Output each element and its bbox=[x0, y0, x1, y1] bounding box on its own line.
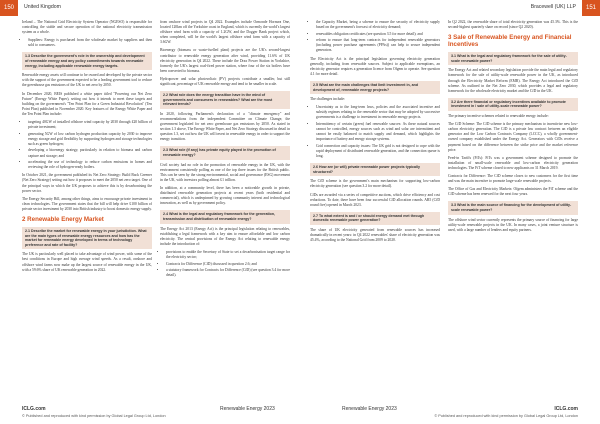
paragraph: The primary incentive schemes related to renewable energy include: bbox=[448, 114, 549, 119]
section-heading: 3 Sale of Renewable Energy and Financial Incentives bbox=[448, 34, 572, 49]
paragraph: In 2020, following Parliament's declaration of a "climate emergency" and recommendations from the independent Committee on Climate Change, the government legislated for net zero greenhouse gas emissions by 2050. As stated in section 1.3 above, The Energy White Paper, and Net Zero Strategy discussed in detail in question 1.3, set out how the UK will invest in renewable energy in order to support the energy transition. bbox=[160, 111, 291, 142]
list-item: • Uncertainty as to the long-term laws, policies and the associated incentive and subsidy regimes relating to the renewable sector that may be adopted by successive governments is a challenge to investment in renewable energy projects. bbox=[316, 105, 440, 120]
list-item: • targeting 40GW of installed offshore wind capacity by 2030 through £20 billion of private investment; bbox=[28, 120, 152, 130]
paragraph: The offshore wind sector currently represents the primary source of financing for large utility-scale renewable projects in the UK. In many cases, a joint venture structure is used, with a large number of lenders and equity partners. bbox=[448, 217, 578, 232]
list-item: • accelerating the use of technology to reduce carbon emissions in homes and reviewing the role of hydrogen-ready boilers. bbox=[28, 160, 152, 170]
paragraph: The Energy Act 2013 (Energy Act) is the principal legislation relating to renewables, establishing a legal framework with a key aim to ensure affordable and low carbon electricity. The central provisions of the Energy Act relating to renewable energy include the introduction of: bbox=[160, 226, 290, 246]
paragraph: The CfD Scheme: The CfD scheme is the primary mechanism to incentivise new low-carbon electricity generation. The CfD is a private law contract between an eligible generator and the Low Carbon Contracts Company (LCCC), a wholly government-owned company established under the Energy Act. Generators with CfDs receive a payment based on the difference between the strike price and the market reference price. bbox=[448, 122, 578, 152]
bullet-list bbox=[310, 20, 440, 54]
bullet-list bbox=[310, 105, 440, 159]
column-3 bbox=[310, 20, 440, 246]
question-heading: 2.1 Describe the market for renewable energy in your jurisdiction. What are the main types of renewable energy resources and how has the market for renewable energy developed in terms of technology preference and rate of facility? bbox=[22, 227, 152, 249]
question-heading: 2.4 What is the legal and regulatory framework for the generation, transmission and distribution of renewable energy? bbox=[160, 210, 290, 223]
list-item: • Grid connection and capacity issues: The UK grid is not designed to cope with the rapid deployment of distributed renewable generation, and the connection queue is long. bbox=[316, 144, 440, 159]
paragraph: Renewable energy assets will continue to be owned and developed by the private sector with the support of the government expected to be a leading government tool to reduce the greenhouse gas emissions of the UK to net zero by 2050. bbox=[22, 73, 152, 88]
bullet-list bbox=[22, 120, 152, 170]
question-heading: 2.6 How are (or will) private renewable power projects typically structured? bbox=[310, 163, 440, 176]
right-page-number: 151 bbox=[582, 0, 600, 16]
footer-copyright-right: © Published and reproduced with kind permission by Global Legal Group Ltd, London bbox=[434, 414, 578, 418]
list-item: • developing a bioenergy strategy, particularly in relation to biomass and carbon capture and storage; and bbox=[28, 148, 152, 158]
column-4 bbox=[448, 20, 578, 236]
question-heading: 1.3 Describe the government's role in the ownership and development of renewable energy and any policy commitments towards renewable energy, including applicable renewable energy targets. bbox=[22, 52, 152, 70]
section-heading: 2 Renewable Energy Market bbox=[22, 216, 104, 223]
bullet-list bbox=[22, 38, 152, 48]
list-item: • provisions to enable the Secretary of State to set a decarbonisation target range for the electricity sector; bbox=[166, 250, 290, 260]
paragraph: The share of UK electricity generated from renewable sources has increased dramatically in recent years: in Q4 2022 renewables' share of electricity generation was 45.4%, according to the National Grid from 2009 to 2020. bbox=[310, 228, 440, 243]
footer-site-right[interactable]: ICLG.com bbox=[554, 406, 578, 412]
paragraph: from onshore wind projects in Q4 2022. Examples include Ormonde Hornsea One, located 120km off the Yorkshire coast in England, which is currently the world's largest offshore wind farm with a capacity of 1.2GW, and the Dogger Bank project which, when completed, will be the world's largest offshore wind farm with a capacity of 3.6GW. bbox=[160, 20, 290, 45]
page-footer bbox=[0, 402, 600, 424]
question-heading: 3.1 What is the legal and regulatory framework for the sale of utility-scale renewable power? bbox=[448, 52, 578, 65]
page-header bbox=[0, 0, 600, 22]
question-heading: 3.2 Are there financial or regulatory incentives available to promote investment in / sale of utility-scale renewable power? bbox=[448, 98, 578, 111]
question-heading: 2.5 What are the main challenges that limit investment in, and development of, renewable energy projects? bbox=[310, 81, 440, 94]
paragraph: In addition, at a community level, there has been a noticeable growth in private, distributed renewable generation projects at recent years (both residential and commercial), which is underpinned by growing community interest and technological innovation, as well as by government policy. bbox=[160, 186, 290, 206]
paragraph: The Office of Gas and Electricity Markets: Ofgem administers the FiT scheme and the CfD scheme has been renewed for the next four years. bbox=[448, 187, 578, 197]
footer-publication-right: Renewable Energy 2023 bbox=[342, 406, 397, 412]
column-1 bbox=[22, 20, 152, 276]
paragraph: Civil society had no role in the promotion of renewable energy in the UK, with the environment consistently polling as one of the top three issues for the British public. This can be seen by the strong environmental, social and governance (ESG) movement in the UK, with investors polling almost £1 trillion. bbox=[160, 162, 290, 182]
footer-site-left[interactable]: ICLG.com bbox=[22, 406, 46, 412]
list-item: • generating 5GW of low carbon hydrogen production capacity by 2030 to improve energy storage and grid flexibility by supporting hydrogen and storage technologies such as green hydrogen; bbox=[28, 132, 152, 147]
left-page-number: 150 bbox=[0, 0, 18, 16]
column-2 bbox=[160, 20, 290, 281]
paragraph: Hydropower and solar photovoltaic (PV) projects contribute a smaller, but still significant, percentage of UK renewable energy and tend to be smaller in scale. bbox=[160, 76, 290, 87]
paragraph: In December 2020, BEIS published a white paper titled "Powering our Net Zero Future" (Energy White Paper), setting out how it intends to meet these targets and building on the government's "Ten Point Plan for a Green Industrial Revolution" (Ten Point Plan) published in November 2020. Key features of the Energy White Paper and the Ten Point Plan include: bbox=[22, 91, 152, 116]
paragraph: Ireland – The National Grid Electricity System Operator (NGESO) is responsible for controlling the stable and secure operation of the national electricity transmission system as a whole. bbox=[22, 20, 152, 35]
paragraph: Feed-in Tariffs (FiTs): FiTs was a government scheme designed to promote the installation of small-scale renewable and low-carbon electricity generation technologies. The FiT scheme closed to new applicants on 31 March 2019. bbox=[448, 155, 578, 170]
paragraph: The Energy Act and related secondary legislation provide the main legal and regulatory framework for the sale of utility-scale renewable power in the UK, as introduced through the Electricity Market Reform (EMR). The Energy Act introduced the CfD scheme. As outlined in the Net Zero 2030, which provides a legal and regulatory framework for the wholesale electricity market and the CfD in the UK. bbox=[448, 68, 578, 93]
footer-copyright-left: © Published and reproduced with kind permission by Global Legal Group Ltd, London bbox=[22, 414, 166, 418]
question-heading: 2.2 What role does the energy transition have in the mind of governments and consumers in renewables? What are the most relevant trends? bbox=[160, 91, 290, 109]
paragraph: The challenges include: bbox=[310, 97, 346, 102]
paragraph: Bioenergy (biomass or waste-fuelled plant) projects are the UK's second-largest contributor to renewable energy generation after wind, providing 11.6% of UK electricity generation in Q4 2022. These include the Drax Power Station in Yorkshire, formerly the UK's largest coal-fired power station, where four of the six boilers have been converted to biomass. bbox=[160, 48, 290, 73]
paragraph: Contracts for Difference: The CfD scheme closes to new customers for the first time and was the main incentive to promote large-scale renewable projects. bbox=[448, 173, 578, 184]
list-item: • Suppliers: Energy is purchased from the wholesale market by suppliers and then sold to consumers. bbox=[28, 38, 152, 48]
paragraph: The CfD scheme is the government's main mechanism for supporting low-carbon electricity generation (see question 3.2 for more detail). bbox=[310, 179, 440, 189]
list-item: • Intermittency of certain (green) fuel renewable sources: As these natural sources cannot be controlled, energy sources such as wind and solar are intermittent and cannot be easily balanced to match supply and demand, which highlights the importance of battery and energy storage systems. bbox=[316, 122, 440, 142]
paragraph: CfDs are awarded via a series of competitive auctions, which drive efficiency and cost reductions. To date, there have been four successful CfD allocation rounds. AR5 (CfD round five) opened in March 2023. bbox=[310, 192, 440, 207]
paragraph: The Energy Security Bill, among other things, aims to encourage private investment in clean technologies. The government states that the bill will help drive £100 billion of private sector investment by 2030 into British industry to boost domestic energy supply. bbox=[22, 196, 152, 211]
question-heading: 3.3 What is the main source of financing for the development of utility-scale renewable power? bbox=[448, 201, 578, 214]
bullet-list bbox=[160, 250, 290, 278]
list-item: • a statutory framework for Contracts for Difference (CfD) (see question 3.4 for more detail). bbox=[166, 268, 290, 278]
paragraph: In October 2021, the government published its Net Zero Strategy: Build Back Greener (Net Zero Strategy) setting out how it proposes to meet the 2050 net zero target. One of the principal ways in which the UK proposes to achieve this is by decarbonising the power sector. bbox=[22, 173, 152, 193]
paragraph: The Electricity Act is the principal legislation governing electricity generation generally, including from renewable sources. Subject to applicable exemptions, an electricity generator requires a generation licence from Ofgem to operate. See question 4.1 for more detail. bbox=[310, 56, 440, 76]
question-heading: 2.3 What role (if any) has private equity played in the promotion of renewable energy? bbox=[160, 146, 290, 159]
list-item: • renewables obligation certificates (see question 3.5 for more detail); and bbox=[316, 32, 440, 37]
paragraph: The UK is particularly well placed to take advantage of wind power, with some of the best conditions in Europe and high average wind speeds. As a result, onshore and offshore wind farms now make up the largest source of renewable energy in the UK, with a 59.6% share of UK renewable generation in 2022. bbox=[22, 252, 152, 272]
question-heading: 2.7 To what extent is and / or should energy demand met through domestic renewable power generation? bbox=[310, 212, 440, 225]
footer-publication-left: Renewable Energy 2023 bbox=[220, 406, 275, 412]
right-running-title: Bracewell (UK) LLP bbox=[530, 4, 576, 10]
list-item: • Contracts for Difference (CfD) discussed in question 2.6; and bbox=[166, 262, 290, 267]
list-item: • reform to ensure that long-term contracts for independent renewable generators (including power purchase agreements (PPAs)) can help to secure independent generators. bbox=[316, 38, 440, 53]
paragraph: In Q2 2022, the renewable share of total electricity generation was 45.3%. This is the second-highest quarterly share on record (since Q2 2020). bbox=[448, 20, 578, 30]
list-item: • the Capacity Market, being a scheme to ensure the security of electricity supply based on the government's forecast of electricity demand; bbox=[316, 20, 440, 30]
left-running-title: United Kingdom bbox=[24, 4, 61, 10]
